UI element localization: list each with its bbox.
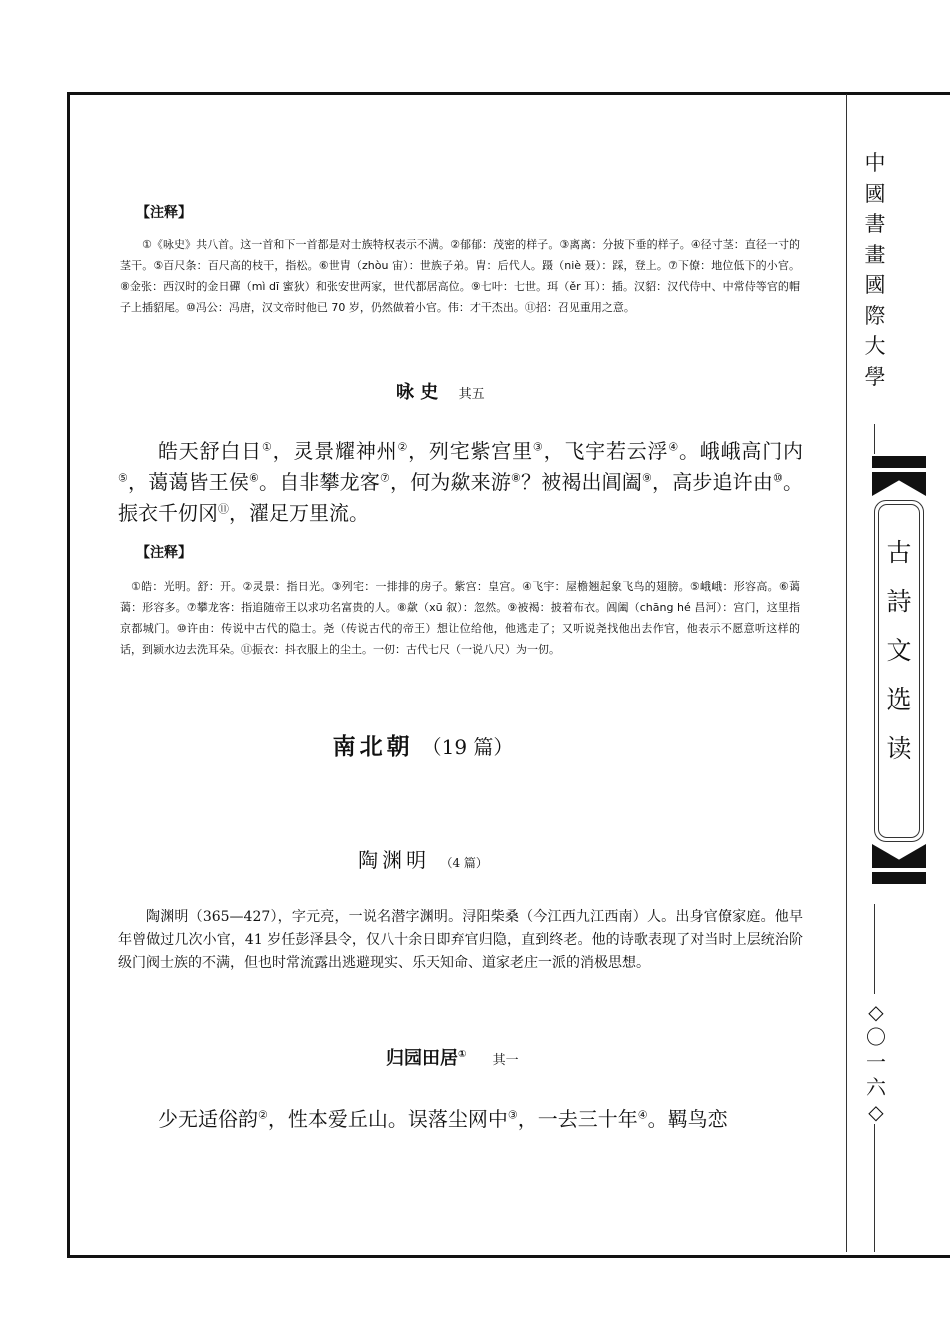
poem-title (396, 378, 485, 404)
footnote-marker: ③ (507, 1108, 518, 1122)
footnote-marker: ⑦ (380, 471, 391, 485)
sidebar-divider (874, 904, 875, 994)
poem-subtitle: 其五 (458, 387, 485, 402)
author-bio: 陶渊明（365—427），字元亮，一说名潜字渊明。浔阳柴桑（今江西九江西南）人。出身官僚家庭。他早年曾做过几次小官，41 岁任彭泽县令，仅八十余日即弃官归隐，直到终老。他的诗歌表现了对当时上层统治阶级门阀士族的不满，但也时常流露出逃避现实、乐天知命、道家老庄一派的消极思想。 (118, 909, 803, 971)
poem-line: 少无适俗韵 (158, 1107, 258, 1131)
sidebar-divider (874, 1124, 875, 1252)
footnote-marker: ① (261, 440, 273, 454)
poem-line: ？被褐出阊阖 (521, 470, 642, 494)
author-name: 陶渊明 (358, 848, 431, 872)
banner-chevron-bottom (872, 844, 926, 868)
page-number: ◇〇一六◇ (866, 1000, 886, 1124)
poem-line: 皓天舒白日 (158, 439, 262, 463)
footnote-marker: ④ (637, 1108, 648, 1122)
note-text: ①皓：光明。舒：开。②灵景：指日光。③列宅：一排排的房子。紫宫：皇宫。④飞宇：屋檐翘起象飞鸟的翅膀。⑤峨峨：形容高。⑥蔼蔼：形容多。⑦攀龙客：指追随帝王以求功名富贵的人。⑧歘（xū 叙）：忽然。⑨被褐：披着布衣。阊阖（chāng hé 昌河）：宫门，这里指京都城门。⑩许由：传说中古代的隐士。尧（传说古代的帝王）想让位给他，他逃走了；又听说尧找他出去作官，他表示不愿意听这样的话，到颍水边去洗耳朵。⑪振衣：抖衣服上的尘土。一仞：古代七尺（一说八尺）为一仞。 (120, 580, 800, 656)
poem-subtitle: 其一 (492, 1053, 519, 1068)
author-title (0, 844, 846, 873)
poem-line: 。自非攀龙客 (259, 470, 380, 494)
poem-line: ，蔼蔼皆王侯 (128, 470, 249, 494)
section-title-text: 南北朝 (332, 734, 414, 760)
poem-line: ，高步追许由 (652, 470, 773, 494)
banner-bar (872, 872, 926, 884)
banner-bar (872, 456, 926, 468)
poem-title-note: ① (458, 1049, 467, 1060)
poem-line: 。峨峨高门内 (679, 439, 803, 463)
poem-body (118, 1104, 803, 1135)
footnote-marker: ⑧ (511, 471, 522, 485)
footnote-marker: ② (397, 440, 409, 454)
sidebar-university-title: 中國書畫國際大學 (864, 151, 886, 389)
sidebar-divider (874, 424, 875, 454)
footnote-marker: ④ (668, 440, 680, 454)
poem-title-text: 咏 史 (396, 382, 439, 403)
footnote-marker: ② (258, 1108, 268, 1122)
poem-line: 。振衣千仞冈 (118, 470, 804, 525)
note-label: 【注释】 (136, 205, 192, 221)
note-label: 【注释】 (136, 545, 192, 561)
poem-line: ，列宅紫宫里 (408, 439, 533, 463)
section-title (0, 728, 846, 761)
note-text: ①《咏史》共八首。这一首和下一首都是对士族特权表示不满。②郁郁：茂密的样子。③离离：分披下垂的样子。④径寸茎：直径一寸的茎干。⑤百尺条：百尺高的枝干，指松。⑥世胄（zhòu 宙）：世族子弟。胄：后代人。蹑（niè 聂）：踩，登上。⑦下僚：地位低下的小官。⑧金张：西汉时的金日磾（mì dī 蜜狄）和张安世两家，世代都居高位。⑨七叶：七世。珥（ěr 耳）：插。汉貂：汉代侍中、中常侍等官的帽子上插貂尾。⑩冯公：冯唐，汉文帝时他已 70 岁，仍然做着小官。伟：才干杰出。⑪招：召见重用之意。 (120, 238, 800, 314)
section-count: （19 篇） (421, 735, 514, 759)
poem-line: ，濯足万里流。 (229, 501, 369, 525)
footnote-marker: ⑥ (249, 471, 260, 485)
poem-line: ，性本爱丘山。误落尘网中 (267, 1107, 508, 1131)
poem-line: 。羁鸟恋 (647, 1107, 728, 1131)
footnote-marker: ⑪ (218, 502, 229, 516)
footnote-marker: ⑩ (773, 471, 784, 485)
banner-title: 古詩文选读 (886, 538, 912, 763)
footnote-marker: ⑤ (118, 471, 129, 485)
footnote-marker: ⑨ (642, 471, 653, 485)
author-count: （4 篇） (440, 856, 488, 870)
poem-body (118, 436, 803, 529)
poem-title (386, 1044, 519, 1070)
poem-line: ，何为歘来游 (390, 470, 511, 494)
footnote-marker: ③ (532, 440, 544, 454)
poem-line: ，飞宇若云浮 (543, 439, 669, 463)
poem-line: ，灵景耀神州 (272, 439, 398, 463)
book-title-banner (872, 456, 926, 884)
poem-title-text: 归园田居 (386, 1048, 458, 1069)
poem-line: ，一去三十年 (517, 1107, 638, 1131)
banner-chevron-top (872, 472, 926, 496)
